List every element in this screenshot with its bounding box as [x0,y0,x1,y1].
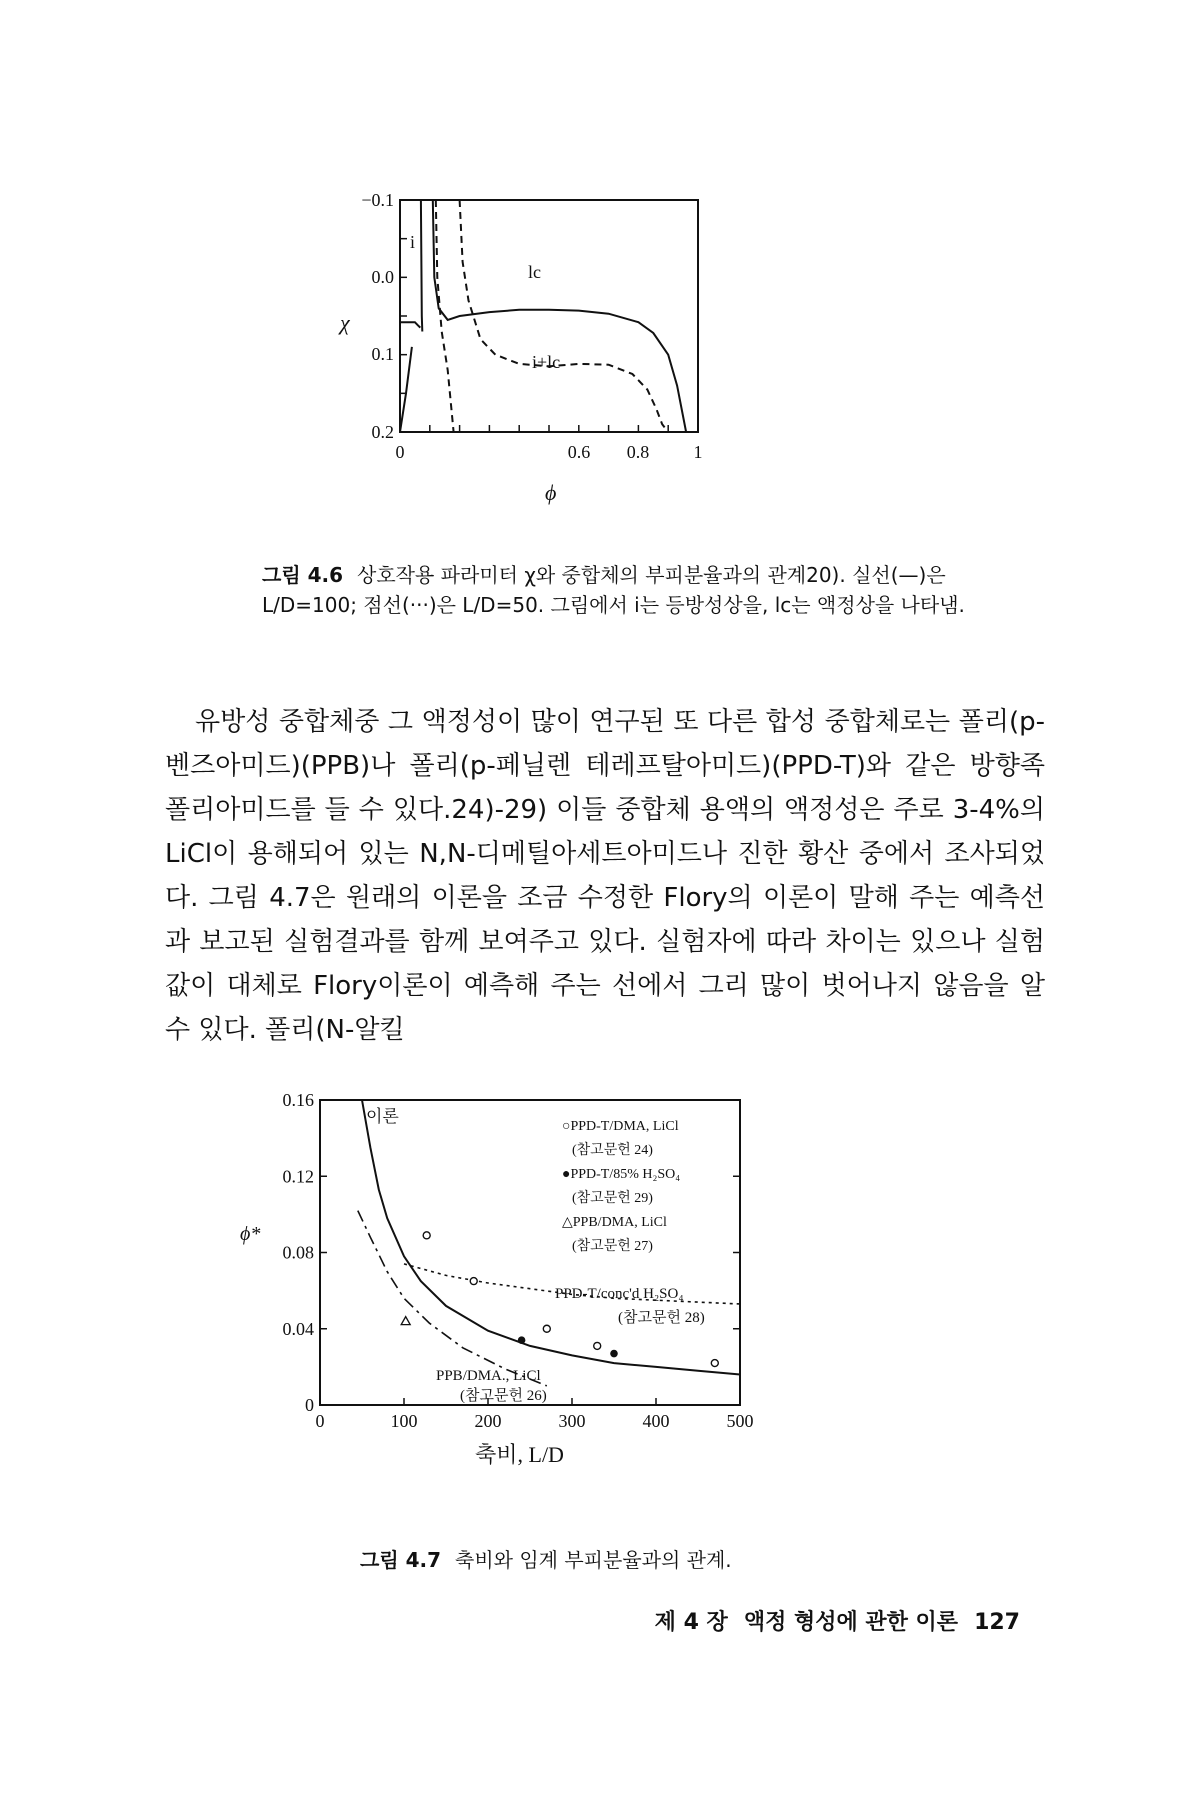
annotation-ppb-dma: PPB/DMA., LiCl [436,1368,541,1384]
solid-curve-1 [421,200,422,332]
point-filled-circle [518,1336,526,1344]
point-open-circle [594,1342,601,1349]
legend-entry: ○PPD-T/DMA, LiCl [562,1119,679,1134]
annotation-ref28: (참고문헌 28) [618,1310,705,1326]
region-label-lc: lc [528,262,541,282]
y-axis-label: ϕ* [240,1223,261,1245]
y-axis-label: χ [340,310,350,335]
y-tick-label: 0 [305,1395,314,1415]
body-paragraph [165,700,1045,1052]
caption-text: 축비와 임계 부피분율과의 관계. [455,1548,732,1572]
chapter-number: 제 4 장 [654,1610,728,1635]
x-tick-label: 0.8 [626,442,650,462]
legend-entry: (참고문헌 29) [572,1191,653,1206]
solid-curve-0 [433,200,686,432]
legend-entry: (참고문헌 27) [572,1239,653,1254]
tick-marks [320,1100,740,1405]
caption-label: 그림 4.6 [262,563,344,587]
x-tick-label: 500 [726,1411,754,1431]
x-tick-label: 1 [693,442,703,462]
x-tick-label: 0 [315,1411,325,1431]
x-axis-label: 축비, L/D [475,1442,564,1467]
point-open-triangle [401,1317,410,1325]
solid-curve-3 [400,347,412,432]
x-tick-label: 200 [474,1411,502,1431]
chapter-title: 액정 형성에 관한 이론 [743,1610,959,1635]
figure-4-6-caption [262,560,1022,620]
annotation-ref26: (참고문헌 26) [460,1388,547,1404]
region-label-i-lc: i+lc [532,352,561,372]
region-label-i: i [410,232,416,252]
y-tick-label: 0.04 [282,1318,314,1339]
caption-label: 그림 4.7 [360,1548,442,1572]
y-tick-label: 0.1 [371,344,394,364]
y-tick-label: 0.2 [371,422,394,442]
y-tick-label: −0.1 [361,190,394,210]
point-filled-circle [610,1350,618,1358]
phase-curves [400,200,686,432]
plot-frame [320,1100,740,1405]
series-line-dashdot [358,1211,547,1386]
point-open-circle [543,1325,550,1332]
x-tick-label: 0.6 [567,442,591,462]
point-open-circle [423,1232,430,1239]
y-tick-label: 0.08 [282,1242,314,1263]
legend-entry: △PPB/DMA, LiCl [562,1215,667,1230]
data-curves [358,1100,740,1386]
y-tick-label: 0.0 [371,267,394,287]
page-number: 127 [974,1610,1020,1635]
legend [562,1119,680,1254]
x-axis-label: ϕ [545,480,557,505]
x-tick-label: 300 [558,1411,586,1431]
x-tick-label: 100 [390,1411,418,1431]
annotation-ppdt-h2so4: PPD-T/conc'd H₂SO₄ [555,1286,684,1302]
series-line-solid [362,1100,740,1375]
legend-entry: (참고문헌 24) [572,1143,653,1158]
solid-curve-2 [400,322,420,327]
figure-4-7-caption [360,1545,732,1575]
x-tick-label: 400 [642,1411,670,1431]
legend-entry: ●PPD-T/85% H₂SO₄ [562,1167,681,1182]
x-tick-label: 0 [395,442,405,462]
paragraph-text: 유방성 중합체중 그 액정성이 많이 연구된 또 다른 합성 중합체로는 폴리(p-벤즈아미드)(PPB)나 폴리(p-페닐렌 테레프탈아미드)(PPD-T)와 같은 방향족 폴리아미드를 들 수 있다.24)-29) 이들 중합체 용액의 액정성은 주로 3-4%의 LiCl이 용해되어 있는 N,N-디메틸아세트아미드나 진한 황산 중에서 조사되었다. 그림 4.7은 원래의 이론을 조금 수정한 Flory의 이론이 말해 주는 예측선과 보고된 실험결과를 함께 보여주고 있다. 실험자에 따라 차이는 있으나 실험값이 대체로 Flory이론이 예측해 주는 선에서 그리 많이 벗어나지 않음을 알 수 있다. 폴리(N-알킬 [165,707,1045,1045]
y-tick-label: 0.16 [282,1090,314,1110]
page-footer [600,1605,1020,1636]
figure-4-6 [340,190,800,550]
theory-label: 이론 [366,1107,399,1126]
figure-4-7 [240,1090,860,1540]
point-open-circle [711,1360,718,1367]
point-open-circle [470,1278,477,1285]
y-tick-label: 0.12 [282,1166,314,1187]
dashed-curve-5 [460,200,669,432]
caption-text: 상호작용 파라미터 χ와 중합체의 부피분율과의 관계20). 실선(—)은 L/D=100; 점선(···)은 L/D=50. 그림에서 i는 등방성상을, lc는 액정상을 나타냄. [262,563,965,617]
